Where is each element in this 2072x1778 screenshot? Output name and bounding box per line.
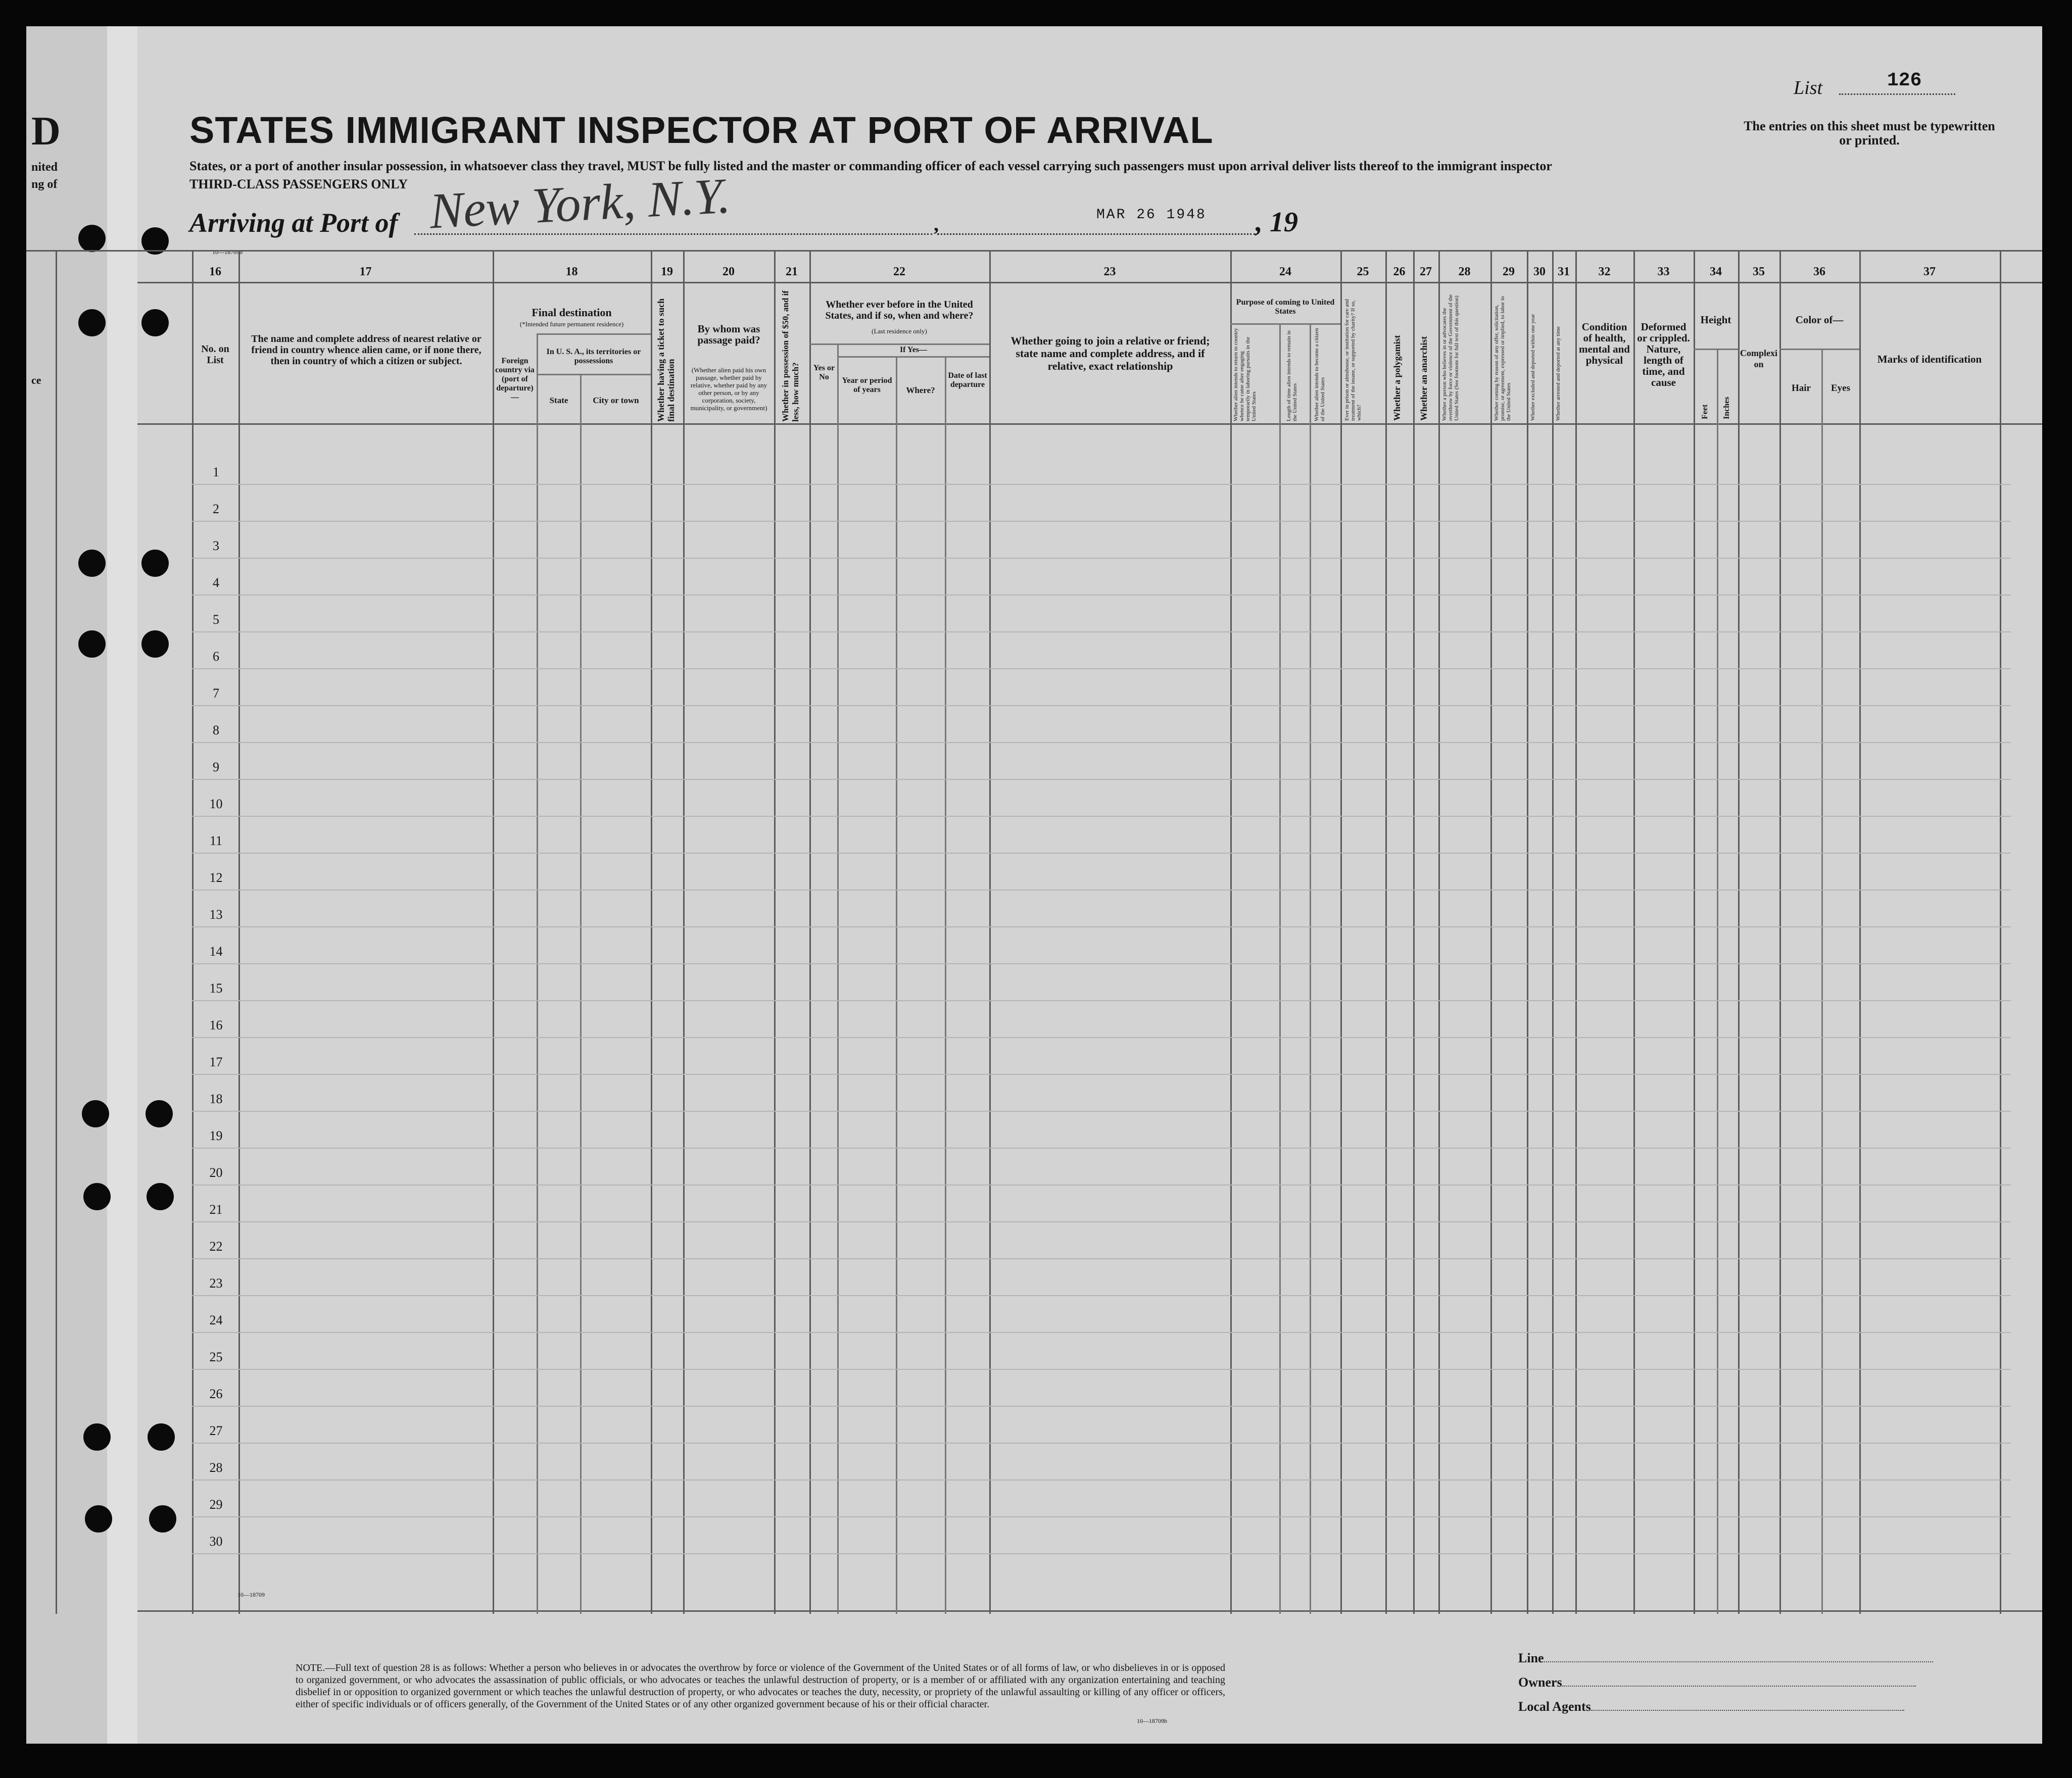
row-number: 12 [209,870,223,885]
line-label: Line [1518,1651,1544,1665]
header-where: Where? [906,385,935,395]
header-ticket: Whether having a ticket to such final destination [656,298,676,422]
row-line [192,926,2011,927]
row-number: 28 [209,1460,223,1475]
row-line [192,1184,2011,1186]
column-number: 33 [1657,265,1670,278]
row-line [192,484,2011,485]
header-condition-of-health: Condition of health, mental and physical [1579,321,1630,366]
header-marks-of-identification: Marks of identification [1877,353,1982,365]
column-number: 22 [893,265,905,278]
column-number: 36 [1813,265,1825,278]
punch-hole [83,1423,111,1451]
row-line [192,1479,2011,1480]
header-ever-before-in-us: Whether ever before in the United States, and if so, when and where? [825,299,974,321]
column-number: 18 [565,265,578,278]
form-code: 10—18709b [212,249,243,256]
column-number: 34 [1710,265,1722,278]
header-prison-almshouse: Ever in prison or almshouse, or institution for care and treatment of the insane, or supported by charity? If so, which? [1344,299,1362,421]
row-line [192,779,2011,780]
header-if-yes: If Yes— [899,345,928,354]
form-code: 10—18709 [237,1591,265,1598]
stub-fragment: nited [31,161,58,174]
owners-field[interactable] [1562,1686,1916,1687]
punch-hole [85,1505,112,1533]
column-number: 17 [359,265,372,278]
header-fifty-dollars: Whether in possession of $50, and if less, how much? [781,290,800,422]
row-line [192,742,2011,743]
row-number: 16 [209,1018,223,1032]
header-color-of: Color of— [1795,314,1844,326]
column-number: 37 [1923,265,1936,278]
header-purpose: Purpose of coming to United States [1236,298,1335,316]
row-number: 7 [213,686,219,701]
column-number: 26 [1393,265,1406,278]
column-number: 35 [1753,265,1765,278]
header-inches: Inches [1722,397,1731,419]
row-line [192,1258,2011,1259]
punch-hole [149,1505,176,1533]
header-last-residence-note: (Last residence only) [872,327,927,335]
header-height: Height [1700,314,1731,326]
row-line [192,668,2011,669]
header-purpose-length: Length of time alien intends to remain in the United States [1286,330,1298,421]
row-number: 5 [213,612,219,627]
header-state: State [549,396,568,405]
row-number: 6 [213,649,219,664]
arriving-label: Arriving at Port of [189,208,398,238]
row-number: 29 [209,1497,223,1512]
row-line [192,1443,2011,1444]
row-number: 1 [213,465,219,479]
punch-hole [78,225,106,252]
row-number: 18 [209,1092,223,1106]
row-number: 13 [209,907,223,922]
punch-hole [78,630,106,658]
header-complexion: Complexion [1740,348,1777,369]
header-foreign-country: Foreign country via (port of departure)— [495,357,535,402]
row-number: 25 [209,1350,223,1364]
column-number: 27 [1420,265,1432,278]
date-stamp: MAR 26 1948 [1096,207,1207,223]
punch-hole [141,309,169,336]
punch-hole [141,630,169,658]
typewritten-instruction: The entries on this sheet must be typewritten or printed. [1744,119,1995,147]
header-year-or-period: Year or period of years [842,376,892,394]
punch-hole [83,1183,111,1210]
column-number: 25 [1357,265,1369,278]
line-field[interactable] [1544,1661,1933,1662]
header-yes-or-no: Yes or No [813,364,835,381]
column-number: 30 [1533,265,1546,278]
header-city-or-town: City or town [593,396,639,405]
header-feet: Feet [1701,404,1709,419]
header-excluded-deported: Whether excluded and deported within one year [1530,314,1536,421]
header-final-destination-note: (*Intended future permanent residence) [519,320,624,328]
row-number: 3 [213,538,219,553]
row-line [192,558,2011,559]
header-final-destination: Final destination [532,306,612,319]
header-hair: Hair [1792,383,1811,393]
header-purpose-return: Whether alien intends to return to country whence he came after engaging temporarily in laboring pursuits in the United States [1233,328,1257,421]
row-line [192,631,2011,632]
owners-label: Owners [1518,1675,1562,1690]
subtitle: States, or a port of another insular possession, in whatsoever class they travel, MUST be fully listed and the master or commanding officer of each vessel carrying such passengers must upon arrival deliver lists thereof to the immigrant inspector [189,159,1552,173]
page-title: STATES IMMIGRANT INSPECTOR AT PORT OF ARRIVAL [189,109,1214,151]
stub-fragment: ce [31,374,41,386]
manifest-sheet [137,26,2042,1744]
port-handwritten: New York, N.Y. [428,167,732,239]
row-number: 9 [213,760,219,774]
row-line [192,1295,2011,1296]
row-number: 15 [209,981,223,996]
header-passage-paid: By whom was passage paid? [697,323,760,346]
header-offer-to-labor: Whether coming by reason of any offer, solicitation, promise, or agreement, expressed or implied, to labor in the United States [1493,296,1512,421]
row-line [192,890,2011,891]
punch-hole [82,1100,109,1127]
header-in-usa: In U. S. A., its territories or possessions [546,348,641,365]
row-line [192,816,2011,817]
row-line [192,1074,2011,1075]
row-number: 11 [209,833,223,848]
column-number: 31 [1558,265,1570,278]
row-number: 20 [209,1165,223,1180]
row-line [192,595,2011,596]
binding-strip [107,26,137,1744]
punch-hole [146,1100,173,1127]
column-number: 16 [209,265,221,278]
row-line [192,521,2011,522]
row-line [192,1037,2011,1038]
row-number: 27 [209,1423,223,1438]
year-prefix: 19 [1270,207,1298,238]
row-line [192,1148,2011,1149]
column-number: 32 [1598,265,1611,278]
row-number: 26 [209,1387,223,1401]
punch-hole [78,309,106,336]
local-agents-label: Local Agents [1518,1699,1591,1714]
row-line [192,1369,2011,1370]
header-anarchist: Whether an anarchist [1419,336,1429,421]
row-line [192,1516,2011,1517]
stub-letter: D [31,109,61,154]
row-line [192,1000,2011,1001]
column-number: 21 [786,265,798,278]
previous-page-stub [26,26,107,1744]
header-passage-paid-note: (Whether alien paid his own passage, whether paid by relative, whether paid by any other person, or by any corporation, society, municipality, or government) [690,366,767,412]
row-number: 23 [209,1276,223,1291]
row-line [192,963,2011,964]
column-number: 24 [1279,265,1291,278]
row-line [192,1111,2011,1112]
punch-hole [148,1423,175,1451]
column-number: 19 [661,265,673,278]
row-number: 8 [213,723,219,737]
list-number-line [1839,93,1955,95]
list-label: List [1794,77,1823,98]
header-eyes: Eyes [1831,383,1850,393]
column-number: 28 [1458,265,1471,278]
row-number: 30 [209,1534,223,1549]
header-polygamist: Whether a polygamist [1392,335,1402,421]
class-line: THIRD-CLASS PASSENGERS ONLY [189,177,408,191]
column-number: 20 [722,265,735,278]
column-number: 23 [1103,265,1116,278]
row-line [192,1332,2011,1333]
row-line [192,1221,2011,1222]
header-date-last-departure: Date of last departure [948,371,987,389]
row-line [192,1553,2011,1554]
row-number: 24 [209,1313,223,1327]
row-number: 22 [209,1239,223,1254]
row-number: 14 [209,944,223,959]
header-overthrow: Whether a person who believes in or advocates the overthrow by force or violence of the Government of the United States (See footnote for full text of this question) [1441,294,1460,421]
punch-hole [141,550,169,577]
row-line [192,1406,2011,1407]
list-number: 126 [1887,70,1922,91]
header-no-on-list: No. on List [201,343,229,366]
row-number: 4 [213,575,219,590]
header-purpose-citizen: Whether alien intends to become a citizen of the United States [1314,328,1326,421]
punch-hole [147,1183,174,1210]
row-number: 17 [209,1055,223,1069]
header-deformed: Deformed or crippled. Nature, length of time, and cause [1637,321,1690,388]
date-line [937,233,1256,235]
header-join-relative: Whether going to join a relative or friend; state name and complete address, and if relative, exact relationship [1010,334,1210,372]
row-number: 10 [209,797,223,811]
form-code: 10—18709b [1137,1717,1167,1724]
footnote-question-28: NOTE.—Full text of question 28 is as follows: Whether a person who believes in or advocates the overthrow by force or violence of the Government of the United States or of all forms of law, or who disbelieves in or is opposed to organized government, or who advocates the assassination of public officials, or who advocates or teaches the unlawful destruction of property, or is a member of or affiliated with any organization entertaining and teaching disbelief in or opposition to organized government or which teaches the unlawful destruction of property, or who advocates or teaches the duty, necessity, or propriety of the unlawful assaulting or killing of any officer or officers, either of specific individuals or of officers generally, of the Government of the United States or of any other organized government because of his or their official character. [296,1662,1225,1710]
local-agents-field[interactable] [1591,1710,1904,1711]
row-number: 19 [209,1128,223,1143]
header-arrested-deported: Whether arrested and deported at any time [1555,326,1561,421]
row-line [192,853,2011,854]
row-number: 21 [209,1202,223,1217]
header-nearest-relative: The name and complete address of nearest relative or friend in country whence alien came, or if none there, then in country of which a citizen or subject. [251,333,481,367]
column-number: 29 [1503,265,1515,278]
punch-hole [78,550,106,577]
stub-fragment: ng of [31,178,58,191]
row-line [192,705,2011,706]
row-number: 2 [213,502,219,516]
